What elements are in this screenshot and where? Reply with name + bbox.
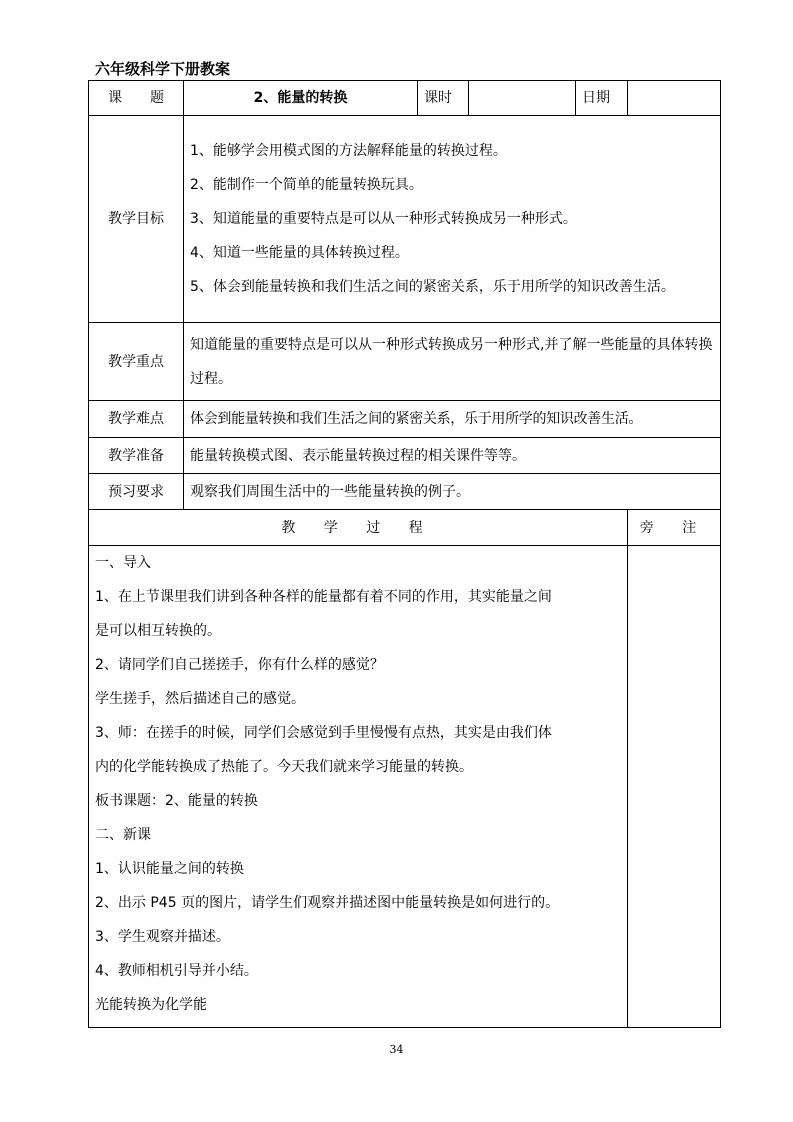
- side-note-content[interactable]: [628, 546, 721, 1028]
- date-label: 日期: [576, 81, 628, 116]
- process-line: 3、学生观察并描述。: [95, 929, 230, 945]
- preparation-label: 教学准备: [89, 438, 184, 474]
- process-line: 一、导入: [95, 555, 151, 571]
- preparation-row: [89, 438, 721, 474]
- objective-item: 4、知道一些能量的具体转换过程。: [190, 245, 409, 261]
- preview-row: [89, 474, 721, 510]
- difficulties-content: 体会到能量转换和我们生活之间的紧密关系，乐于用所学的知识改善生活。: [184, 401, 721, 438]
- process-line: 3、师：在搓手的时候，同学们会感觉到手里慢慢有点热，其实是由我们体: [95, 725, 552, 741]
- page-number: 34: [389, 1043, 404, 1056]
- process-content: [89, 546, 628, 1028]
- objectives-label: 教学目标: [89, 116, 184, 323]
- topic-value: 2、能量的转换: [184, 81, 418, 116]
- process-line: 1、在上节课里我们讲到各种各样的能量都有着不同的作用，其实能量之间: [95, 589, 552, 605]
- date-value[interactable]: [628, 81, 721, 116]
- document-title: 六年级科学下册教案: [95, 60, 231, 78]
- difficulties-row: [89, 401, 721, 438]
- process-line: 4、教师相机引导并小结。: [95, 963, 258, 979]
- key-points-content: [184, 323, 721, 401]
- objective-item: 1、能够学会用模式图的方法解释能量的转换过程。: [190, 143, 507, 159]
- preview-content: 观察我们周围生活中的一些能量转换的例子。: [184, 474, 721, 510]
- process-line: 2、出示 P45 页的图片，请学生们观察并描述图中能量转换是如何进行的。: [95, 895, 560, 911]
- preparation-content: 能量转换模式图、表示能量转换过程的相关课件等等。: [184, 438, 721, 474]
- objectives-row: [89, 116, 721, 323]
- objectives-content: [184, 116, 721, 323]
- process-row: [89, 546, 721, 1028]
- process-line: 板书课题：2、能量的转换: [95, 793, 258, 809]
- topic-label: 课 题: [89, 81, 184, 116]
- process-header: 教 学 过 程: [89, 510, 628, 546]
- topic-row: [89, 81, 721, 116]
- difficulties-label: 教学难点: [89, 401, 184, 438]
- preview-label: 预习要求: [89, 474, 184, 510]
- process-line: 内的化学能转换成了热能了。今天我们就来学习能量的转换。: [95, 759, 473, 775]
- process-header-row: [89, 510, 721, 546]
- process-line: 是可以相互转换的。: [95, 623, 221, 639]
- objective-item: 5、体会到能量转换和我们生活之间的紧密关系，乐于用所学的知识改善生活。: [190, 279, 675, 295]
- objective-item: 3、知道能量的重要特点是可以从一种形式转换成另一种形式。: [190, 211, 577, 227]
- side-note-header: 旁 注: [628, 510, 721, 546]
- process-line: 1、认识能量之间的转换: [95, 861, 244, 877]
- process-line: 2、请同学们自己搓搓手，你有什么样的感觉？: [95, 657, 384, 673]
- period-label: 课时: [418, 81, 469, 116]
- lesson-plan-table: [88, 80, 721, 1028]
- key-points-text: 知道能量的重要特点是可以从一种形式转换成另一种形式,并了解一些能量的具体转换过程。: [190, 336, 713, 387]
- key-points-row: [89, 323, 721, 401]
- process-line: 学生搓手，然后描述自己的感觉。: [95, 691, 305, 707]
- period-value[interactable]: [469, 81, 576, 116]
- objective-item: 2、能制作一个简单的能量转换玩具。: [190, 177, 423, 193]
- process-line: 光能转换为化学能: [95, 997, 207, 1013]
- key-points-label: 教学重点: [89, 323, 184, 401]
- process-line: 二、新课: [95, 827, 151, 843]
